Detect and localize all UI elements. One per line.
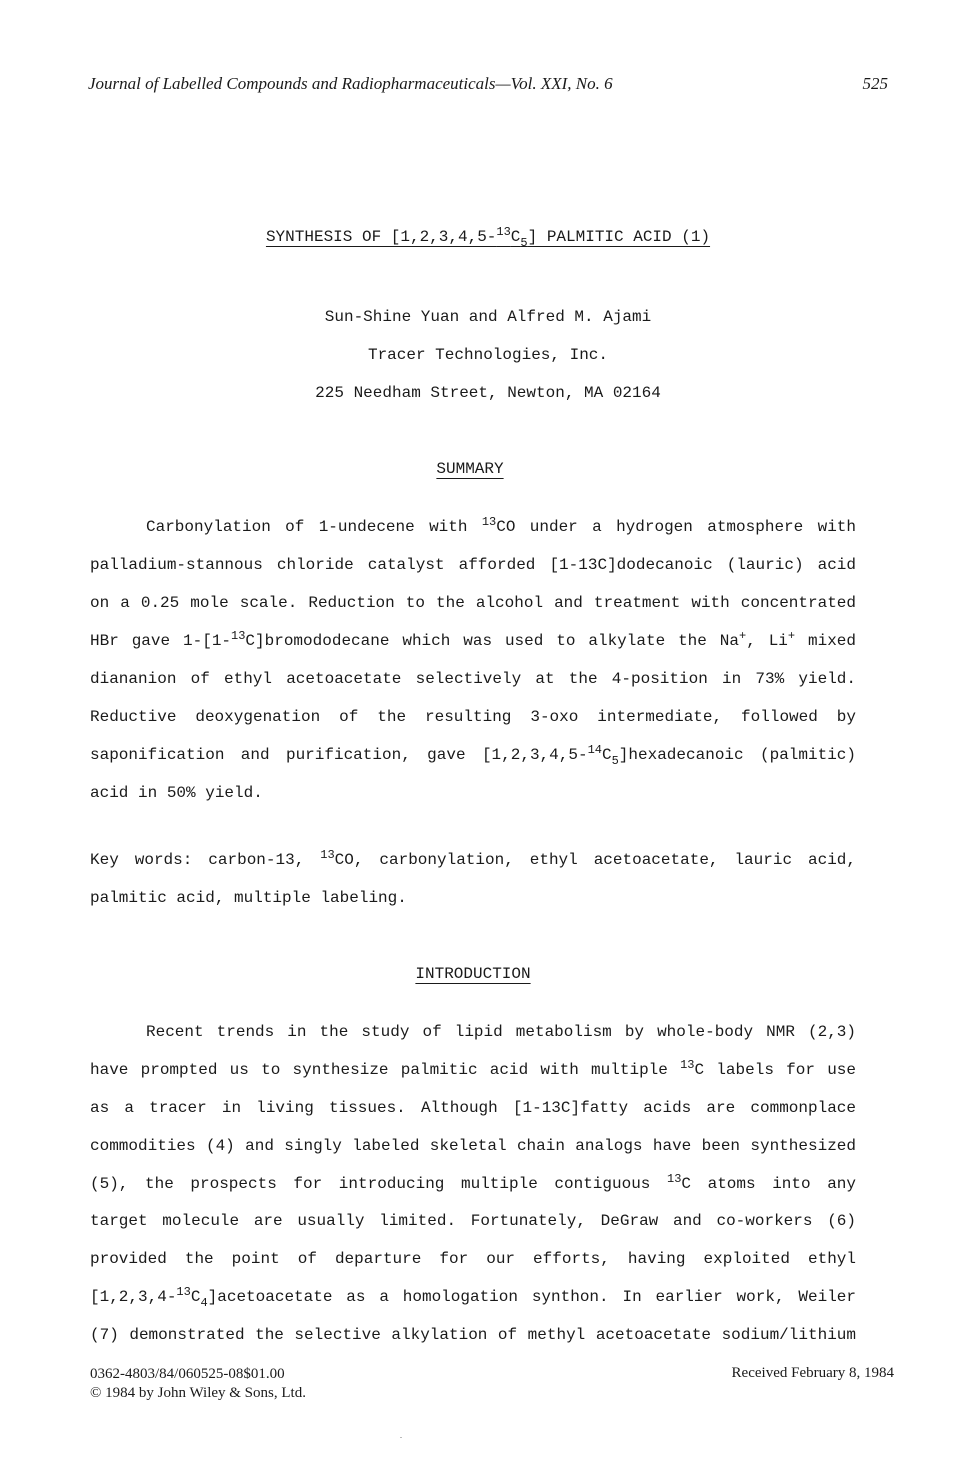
intro-line-6: target molecule are usually limited. Fortunately, DeGraw and co-workers (6) — [90, 1212, 856, 1230]
summary-line-2: palladium-stannous chloride catalyst afforded [1-13C]dodecanoic (lauric) acid — [90, 556, 856, 574]
summary-line-7: saponification and purification, gave $[1,2,3,4,5-^{14}C_5]hexadecanoic$ (palmitic) — [90, 743, 857, 768]
article-code: 0362-4803/84/060525-08$01.00 — [90, 1366, 285, 1382]
scan-speck — [400, 1437, 402, 1438]
title-isotope: 13 — [496, 225, 511, 239]
introduction-heading: INTRODUCTION — [415, 965, 531, 983]
paper-title — [0, 225, 976, 250]
authors: Sun-Shine Yuan and Alfred M. Ajami — [324, 308, 652, 326]
summary-line-6: Reductive deoxygenation of the resulting 3-oxo intermediate, followed by — [90, 708, 856, 726]
intro-line-9: (7) demonstrated the selective alkylation of methyl acetoacetate sodium/lithium — [90, 1326, 856, 1344]
intro-line-7: provided the point of departure for our efforts, having exploited ethyl — [90, 1250, 856, 1268]
title-prefix: SYNTHESIS OF [1,2,3,4,5- — [265, 228, 497, 246]
summary-line-4: HBr gave 1-[1-$^{13}$C]bromododecane which was used to alkylate the Na+, Li+ mixed — [90, 629, 856, 650]
intro-line-8: $[1,2,3,4-^{13}C_4]acetoacetate$ as a homologation synthon. In earlier work, Weiler — [90, 1285, 856, 1310]
intro-line-2: have prompted us to synthesize palmitic acid with multiple $^{13}$C labels for use — [90, 1058, 856, 1079]
copyright: © 1984 by John Wiley & Sons, Ltd. — [90, 1385, 306, 1401]
title-suffix: ] PALMITIC ACID (1) — [527, 228, 711, 246]
journal-title: Journal of Labelled Compounds and Radiopharmaceuticals—Vol. XXI, No. 6 — [88, 74, 613, 93]
title-element: C — [510, 228, 521, 246]
intro-line-5: (5), the prospects for introducing multiple contiguous $^{13}$C atoms into any — [90, 1172, 856, 1193]
running-header — [88, 74, 888, 98]
title-count: 5 — [520, 236, 528, 250]
summary-line-5: diananion of ethyl acetoacetate selectively at the 4-position in 73% yield. — [90, 670, 856, 688]
intro-line-3: as a tracer in living tissues. Although [1-13C]fatty acids are commonplace — [90, 1099, 856, 1117]
affiliation-address: 225 Needham Street, Newton, MA 02164 — [315, 384, 661, 402]
keywords-line-1: Key words: carbon-13, $^{13}$CO, carbonylation, ethyl acetoacetate, lauric acid, — [90, 848, 857, 869]
page-number: 525 — [862, 74, 888, 93]
summary-line-1: Carbonylation of 1-undecene with $^{13}$CO under a hydrogen atmosphere with — [146, 515, 856, 536]
summary-line-3: on a 0.25 mole scale. Reduction to the alcohol and treatment with concentrated — [90, 594, 856, 612]
intro-line-1: Recent trends in the study of lipid metabolism by whole-body NMR (2,3) — [146, 1023, 856, 1041]
received-date: Received February 8, 1984 — [731, 1365, 894, 1381]
affiliation-company: Tracer Technologies, Inc. — [367, 346, 609, 364]
footer-left — [90, 1365, 306, 1403]
keywords-line-2: palmitic acid, multiple labeling. — [90, 889, 407, 907]
summary-line-8: acid in 50% yield. — [90, 784, 263, 802]
intro-line-4: commodities (4) and singly labeled skeletal chain analogs have been synthesized — [90, 1137, 856, 1155]
summary-heading: SUMMARY — [436, 460, 504, 478]
